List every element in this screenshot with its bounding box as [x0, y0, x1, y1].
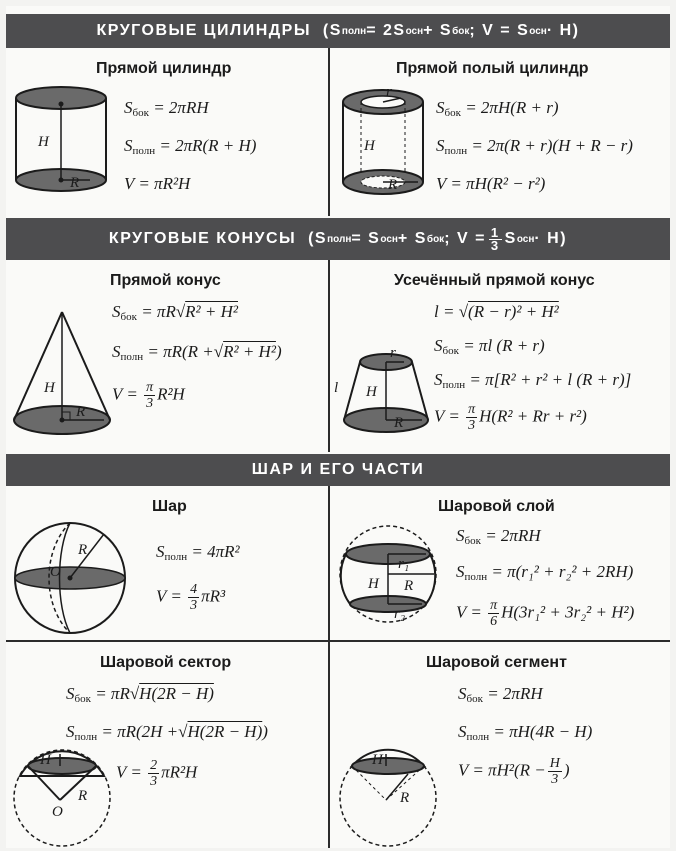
expr: ): [563, 760, 570, 780]
header-text: ; V =: [444, 230, 486, 247]
ball-figure: [12, 520, 132, 638]
radicand: (R − r)² + H²: [468, 302, 559, 321]
spherical-layer-lateral-area: [456, 526, 541, 547]
sub: полн: [74, 731, 98, 743]
sub: бок: [444, 107, 461, 119]
frac-num: 1: [490, 224, 500, 240]
column-divider: [328, 260, 330, 452]
right-cylinder-volume: V = πR²H: [124, 174, 191, 193]
expr: H(3r₁² + 3r₂² + H²): [501, 602, 635, 622]
cone-title: Прямой конус: [110, 272, 221, 289]
expr: V =: [456, 602, 482, 622]
frac-num: 2: [150, 758, 158, 773]
sub: полн: [464, 571, 488, 583]
radicand: H(2R − H): [187, 722, 263, 741]
sub: бок: [466, 693, 483, 705]
sphere-header-title: ШАР И ЕГО ЧАСТИ: [251, 461, 425, 478]
header-text: + S: [397, 230, 427, 247]
frac-num: π: [146, 380, 154, 395]
header-sub: полн: [341, 25, 367, 37]
right-cylinder-title: Прямой цилиндр: [96, 60, 232, 77]
label-l: l: [334, 380, 339, 396]
hollow-cylinder-total-area: [436, 136, 633, 157]
label-O: O: [52, 804, 63, 820]
label-R: R: [78, 788, 88, 804]
header-text: · H): [546, 22, 580, 39]
right-cylinder-lateral-area: [124, 98, 209, 119]
sphere-header: [6, 454, 670, 486]
column-divider: [328, 486, 330, 848]
sub: бок: [442, 345, 459, 357]
fraction: [548, 756, 562, 787]
expr: = πH(4R − H): [493, 722, 593, 741]
spherical-segment-title: Шаровой сегмент: [426, 654, 567, 671]
header-sub: бок: [426, 233, 445, 245]
spherical-segment-lateral-area: [458, 684, 543, 705]
expr: = πR(2H +: [101, 722, 179, 741]
hollow-cylinder-figure: [338, 84, 438, 202]
spherical-layer-figure: [338, 524, 442, 632]
spherical-layer-volume: [456, 598, 634, 629]
truncated-cone-figure: [334, 345, 434, 448]
sym: S: [456, 562, 465, 581]
label-H: H: [372, 752, 383, 768]
expr: = 2πR(R + H): [159, 136, 257, 155]
sym: S: [434, 336, 443, 355]
header-sub: полн: [327, 233, 352, 245]
expr: = 2πRH: [485, 526, 541, 545]
radicand: R² + H²: [185, 302, 238, 321]
truncated-cone-lateral-area: [434, 336, 545, 357]
sub: полн: [132, 145, 156, 157]
expr: = π(r₁² + r₂² + 2RH): [491, 562, 634, 581]
frac-den: 3: [190, 598, 198, 613]
label-R: R: [404, 578, 414, 594]
label-H: H: [40, 752, 51, 768]
sub: бок: [464, 535, 481, 547]
header-text: ; V = S: [469, 22, 530, 39]
sym: S: [124, 136, 133, 155]
sym: S: [456, 526, 465, 545]
expr: V =: [116, 762, 142, 782]
column-divider: [328, 48, 330, 216]
frac-num: π: [490, 598, 498, 613]
sym: S: [436, 98, 445, 117]
frac-den: 3: [146, 396, 154, 411]
fraction: [466, 402, 477, 433]
cone-total-area: $S_{полн} = \pi R(R +√R^2 + H^2)$: [112, 342, 282, 363]
sym: S: [112, 302, 121, 321]
sym: S: [66, 684, 75, 703]
sym: S: [458, 722, 467, 741]
cone-volume: [112, 380, 185, 411]
cylinders-header-title: КРУГОВЫЕ ЦИЛИНДРЫ: [96, 22, 312, 39]
frac-den: 3: [490, 237, 500, 253]
sub: бок: [120, 311, 137, 323]
fraction: [144, 380, 155, 411]
cone-lateral-area: $S_{бок} = \pi R√R^2 + H^2$: [112, 302, 238, 323]
hollow-cylinder-volume: V = πH(R² − r²): [436, 174, 546, 193]
label-H: H: [366, 384, 377, 400]
header-text: · H): [534, 230, 568, 247]
frac-den: 3: [468, 418, 476, 433]
cone-figure: [12, 306, 124, 444]
sub: полн: [466, 731, 490, 743]
cones-header: [6, 218, 670, 260]
truncated-cone-total-area: [434, 370, 631, 391]
label-R: R: [76, 404, 86, 420]
sym: S: [458, 684, 467, 703]
hollow-cylinder-title: Прямой полый цилиндр: [396, 60, 589, 77]
frac-num: π: [468, 402, 476, 417]
header-fraction: [489, 224, 502, 253]
header-text: S: [504, 230, 517, 247]
expr: V = πH²(R −: [458, 760, 546, 780]
expr: ): [275, 342, 282, 361]
sub: полн: [444, 145, 468, 157]
expr: = πR: [95, 684, 130, 703]
sub: полн: [442, 379, 466, 391]
expr: = π[R² + r² + l (R + r)]: [469, 370, 632, 389]
ball-title: Шар: [152, 498, 187, 515]
label-O: O: [50, 564, 61, 580]
expr: V =: [156, 586, 182, 606]
expr: l =: [434, 302, 455, 321]
expr: = πl (R + r): [463, 336, 545, 355]
frac-den: 3: [551, 772, 559, 787]
frac-den: 3: [150, 774, 158, 789]
label-R: R: [394, 415, 404, 431]
sym: S: [156, 542, 165, 561]
truncated-cone-slant: l = √(R − r)² + H²: [434, 302, 559, 321]
expr: ): [262, 722, 268, 741]
label-R: R: [70, 175, 80, 191]
spherical-segment-volume: [458, 756, 570, 787]
sub: полн: [120, 351, 144, 363]
expr: V =: [434, 406, 460, 426]
sym: S: [436, 136, 445, 155]
label-r2: r₂: [394, 606, 406, 622]
spherical-layer-total-area: [456, 562, 633, 583]
spherical-sector-title: Шаровой сектор: [100, 654, 232, 671]
header-text: + S: [423, 22, 453, 39]
header-sub: осн: [529, 25, 547, 37]
expr: = 2πRH: [153, 98, 209, 117]
sym: S: [124, 98, 133, 117]
right-cylinder-total-area: [124, 136, 256, 157]
expr: V =: [112, 384, 138, 404]
spherical-sector-figure: [12, 744, 116, 844]
spherical-sector-lateral-area: $S_{бок} = \pi R√H(2R - H)$: [66, 684, 214, 705]
label-R: R: [388, 177, 398, 193]
ball-volume: [156, 582, 225, 613]
cylinders-header: [6, 14, 670, 48]
label-R: R: [78, 542, 88, 558]
row-divider: [6, 640, 670, 642]
truncated-cone-title: Усечённый прямой конус: [394, 272, 595, 289]
expr: = 4πR²: [191, 542, 240, 561]
fraction: [188, 582, 199, 613]
sym: S: [434, 370, 443, 389]
spherical-segment-total-area: [458, 722, 592, 743]
sub: бок: [74, 693, 91, 705]
radicand: H(2R − H): [139, 684, 214, 703]
expr: πR³: [201, 586, 226, 606]
header-text: (S: [322, 22, 342, 39]
label-H: H: [368, 576, 379, 592]
expr: = 2π(R + r)(H + R − r): [471, 136, 633, 155]
radicand: R² + H²: [223, 342, 276, 361]
header-text: (S: [308, 230, 328, 247]
spherical-sector-total-area: $S_{полн} = \pi R(2H +√H(2R - H))$: [66, 722, 268, 743]
expr: = πR: [141, 302, 176, 321]
expr: = 2πRH: [487, 684, 543, 703]
expr: = πR(R +: [147, 342, 214, 361]
header-text: = S: [351, 230, 381, 247]
expr: πR²H: [161, 762, 198, 782]
label-H: H: [38, 134, 49, 150]
cones-header-title: КРУГОВЫЕ КОНУСЫ: [108, 230, 297, 247]
expr: = 2πH(R + r): [465, 98, 559, 117]
frac-num: H: [549, 756, 560, 771]
label-r: r: [390, 345, 396, 361]
spherical-sector-volume: [116, 758, 197, 789]
header-sub: осн: [405, 25, 424, 37]
hollow-cylinder-lateral-area: [436, 98, 559, 119]
expr: R²H: [157, 384, 185, 404]
ball-surface-area: [156, 542, 240, 563]
label-r1: r₁: [398, 556, 410, 572]
label-R: R: [400, 790, 410, 806]
fraction: [488, 598, 499, 629]
right-cylinder-figure: [10, 84, 120, 202]
label-r: r: [386, 84, 392, 100]
frac-num: 4: [190, 582, 198, 597]
sub: бок: [132, 107, 149, 119]
header-sub: осн: [516, 233, 535, 245]
label-H: H: [364, 138, 375, 154]
fraction: [148, 758, 159, 789]
spherical-layer-title: Шаровой слой: [438, 498, 555, 515]
sub: полн: [164, 551, 188, 563]
header-sub: осн: [380, 233, 398, 245]
expr: H(R² + Rr + r²): [479, 406, 587, 426]
truncated-cone-volume: [434, 402, 587, 433]
header-text: = 2S: [366, 22, 406, 39]
spherical-segment-figure: [338, 744, 442, 844]
sym: S: [66, 722, 75, 741]
frac-den: 6: [490, 614, 498, 629]
sym: S: [112, 342, 121, 361]
header-sub: бок: [452, 25, 470, 37]
label-H: H: [44, 380, 55, 396]
